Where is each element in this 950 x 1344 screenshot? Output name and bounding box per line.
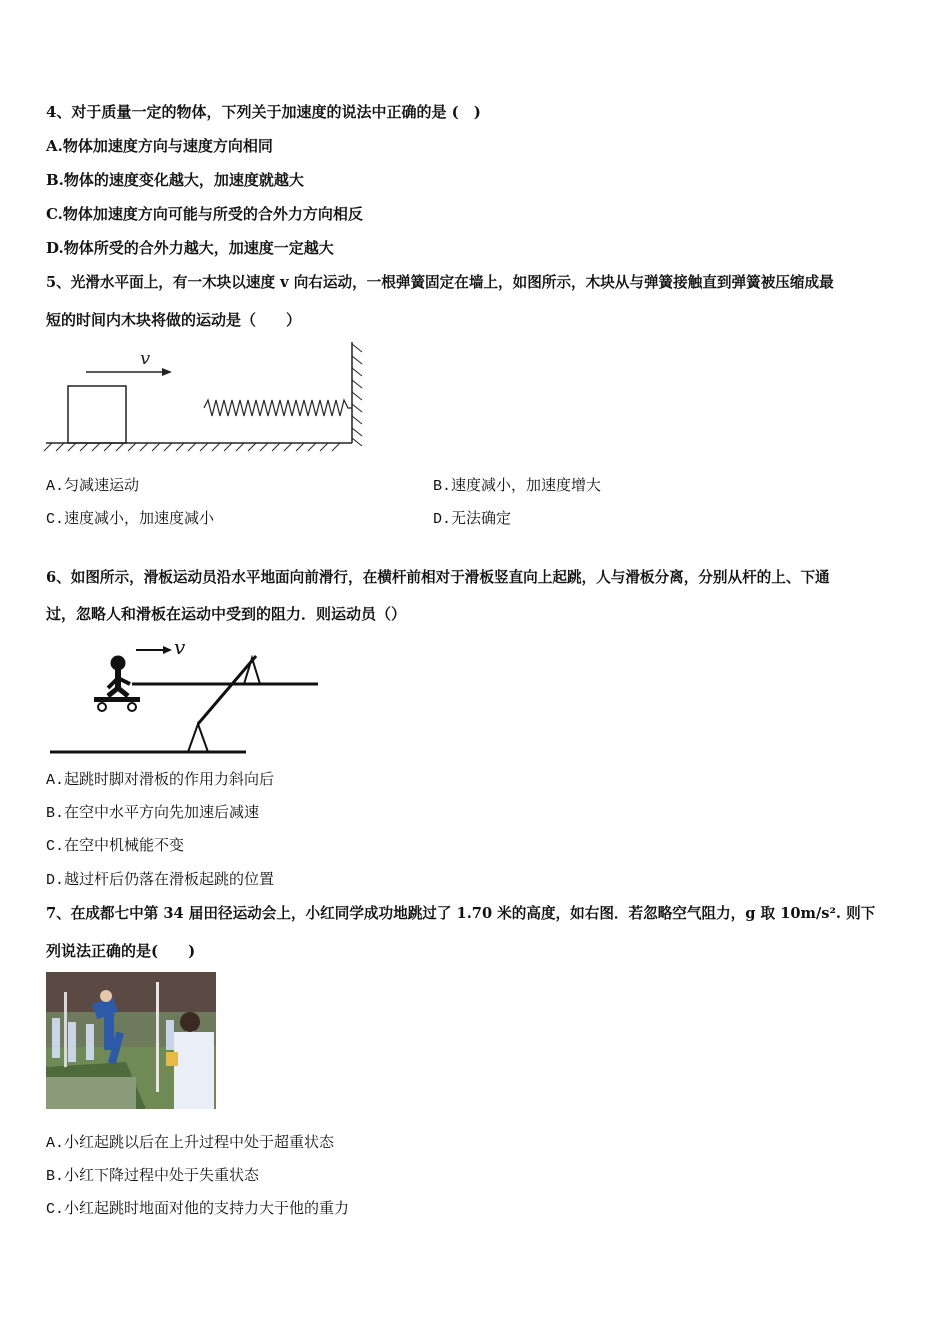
q7-stem-line2: 列说法正确的是( ) [46,942,196,960]
q5-option-a: A.匀减速运动 [46,478,140,495]
q5-option-b: B.速度减小，加速度增大 [433,478,602,495]
q7-option-c: C.小红起跳时地面对他的支持力大于他的重力 [46,1201,350,1218]
q7-option-b: B.小红下降过程中处于失重状态 [46,1168,260,1185]
q4-option-d: D.物体所受的合外力越大，加速度一定越大 [46,239,334,257]
q6-option-a: A.起跳时脚对滑板的作用力斜向后 [46,772,275,789]
q5-velocity-label: v [140,348,151,369]
q5-stem-line2: 短的时间内木块将做的运动是（ ） [46,311,302,329]
q7-high-jump-photo [46,972,216,1109]
q4-stem: 4、对于质量一定的物体，下列关于加速度的说法中正确的是 ( ) [46,103,481,121]
q6-option-b: B.在空中水平方向先加速后减速 [46,805,260,822]
q5-option-c: C.速度减小，加速度减小 [46,511,215,528]
q6-skater [108,656,130,696]
q4-option-c: C.物体加速度方向可能与所受的合外力方向相反 [46,205,363,223]
q5-block [68,386,126,443]
q6-skateboard-figure [46,632,326,762]
q6-option-c: C.在空中机械能不变 [46,838,185,855]
q7-stem-line1: 7、在成都七中第 34 届田径运动会上，小红同学成功地跳过了 1.70 米的高度，如右图．若忽略空气阻力，g 取 10m/s². 则下 [46,905,876,922]
q5-stem-line1: 5、光滑水平面上，有一木块以速度 v 向右运动，一根弹簧固定在墙上，如图所示，木块从与弹簧接触直到弹簧被压缩成最 [46,274,834,291]
q7-option-a: A.小红起跳以后在上升过程中处于超重状态 [46,1135,335,1152]
q5-option-d: D.无法确定 [433,511,512,528]
q5-spring-block-figure [40,336,370,456]
q5-spring [204,400,352,416]
q6-velocity-label: v [174,635,186,659]
q6-option-d: D.越过杆后仍落在滑板起跳的位置 [46,872,275,889]
q4-option-a: A.物体加速度方向与速度方向相同 [46,137,273,155]
q6-stem-line2: 过，忽略人和滑板在运动中受到的阻力．则运动员（） [46,605,407,623]
q4-option-b: B.物体的速度变化越大，加速度就越大 [46,171,304,189]
q6-skateboard [94,697,140,702]
q6-stem-line1: 6、如图所示，滑板运动员沿水平地面向前滑行，在横杆前相对于滑板竖直向上起跳，人与滑板分离，分别从杆的上、下通 [46,569,830,586]
